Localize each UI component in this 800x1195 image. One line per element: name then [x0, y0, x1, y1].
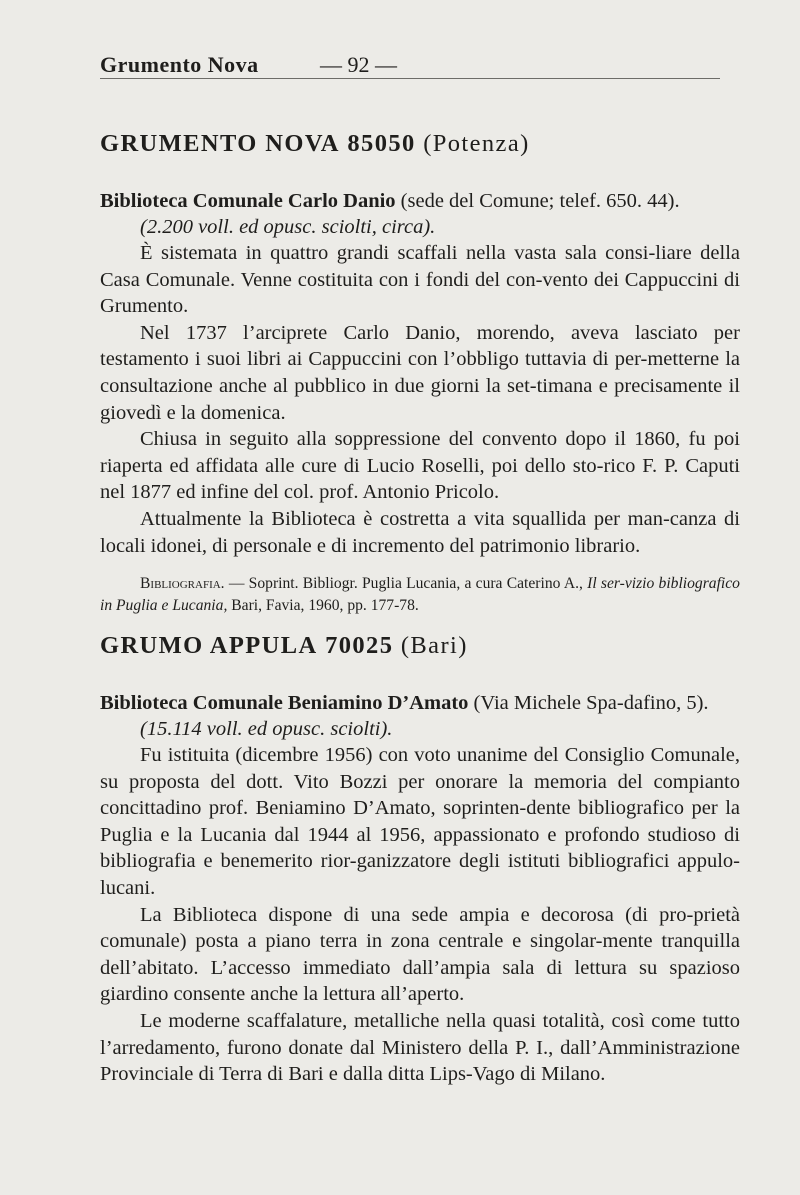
paragraph: Le moderne scaffalature, metalliche nella quasi totalità, così come tutto l’arredamento, furono donate dal Ministero della P. I., dall’Amministrazione Provinciale di Terra di Bari e dalla ditta Lips-Vago di Milano. [100, 1009, 740, 1086]
library-name: Biblioteca Comunale Carlo Danio [100, 190, 396, 212]
running-head-title: Grumento Nova [100, 52, 259, 77]
library-heading [100, 690, 740, 716]
library-name: Biblioteca Comunale Beniamino D’Amato [100, 692, 469, 714]
paragraph: È sistemata in quattro grandi scaffali nella vasta sala consi-liare della Casa Comunale. Venne costituita con i fondi del con-vento dei Cappuccini di Grumento. [100, 242, 740, 318]
library-heading [100, 188, 740, 214]
city-heading [100, 130, 740, 158]
paragraph: Attualmente la Biblioteca è costretta a vita squallida per man-canza di locali idonei, di personale e di incremento del patrimonio librario. [100, 507, 740, 557]
bibliography-text: — Soprint. Bibliogr. Puglia Lucania, a cura Caterino A., [228, 575, 583, 593]
holdings: (2.200 voll. ed opusc. sciolti, circa). [140, 216, 436, 238]
postal-code: 85050 [347, 130, 416, 157]
bibliography [100, 573, 740, 617]
postal-code: 70025 [325, 632, 394, 659]
province: (Bari) [400, 632, 468, 659]
entry-grumento-nova [100, 130, 740, 617]
page-number: — 92 — [320, 52, 397, 77]
paragraph: La Biblioteca dispone di una sede ampia e decorosa (di pro-prietà comunale) posta a piano terra in zona centrale e singolar-mente tranquilla dell’abitato. L’accesso immediato dall’ampia sala di lettura su spazioso giardino consente anche la lettura all’aperto. [100, 903, 740, 1006]
paragraph: Fu istituita (dicembre 1956) con voto unanime del Consiglio Comunale, su proposta del dott. Vito Bozzi per onorare la memoria del compianto concittadino prof. Beniamino D’Amato, soprinten-dente bibliografico per la Puglia e la Lucania dal 1944 al 1956, appassionato e profondo studioso di bibliografia e benemerito rior-ganizzatore degli istituti bibliografici appulo-lucani. [100, 744, 740, 899]
bibliography-label: Bibliografia. [140, 575, 225, 593]
bibliography-title: Il ser-vizio bibliografico in Puglia e Lucania, [100, 575, 740, 615]
city-name: GRUMENTO NOVA [100, 130, 340, 157]
entry-grumo-appula [100, 632, 740, 1088]
paragraph: Nel 1737 l’arciprete Carlo Danio, morendo, aveva lasciato per testamento i suoi libri ai Cappuccini con l’obbligo tuttavia di per-metterne la consultazione anche al pubblico in due giorni la set-timana e precisamente il giovedì e la domenica. [100, 321, 740, 424]
bibliography-publication: Bari, Favia, 1960, pp. 177-78. [231, 597, 419, 615]
city-name: GRUMO APPULA [100, 632, 318, 659]
city-heading [100, 632, 740, 660]
library-details: (Via Michele Spa-dafino, 5). [473, 692, 709, 714]
paragraph: Chiusa in seguito alla soppressione del convento dopo il 1860, fu poi riaperta ed affidata alle cure di Lucio Roselli, poi dello sto-rico F. P. Caputi nel 1877 ed infine del col. prof. Antonio Pricolo. [100, 428, 740, 504]
holdings: (15.114 voll. ed opusc. sciolti). [140, 718, 393, 740]
library-details: (sede del Comune; telef. 650. 44). [400, 190, 680, 212]
header-rule [100, 78, 720, 79]
province: (Potenza) [423, 130, 530, 157]
